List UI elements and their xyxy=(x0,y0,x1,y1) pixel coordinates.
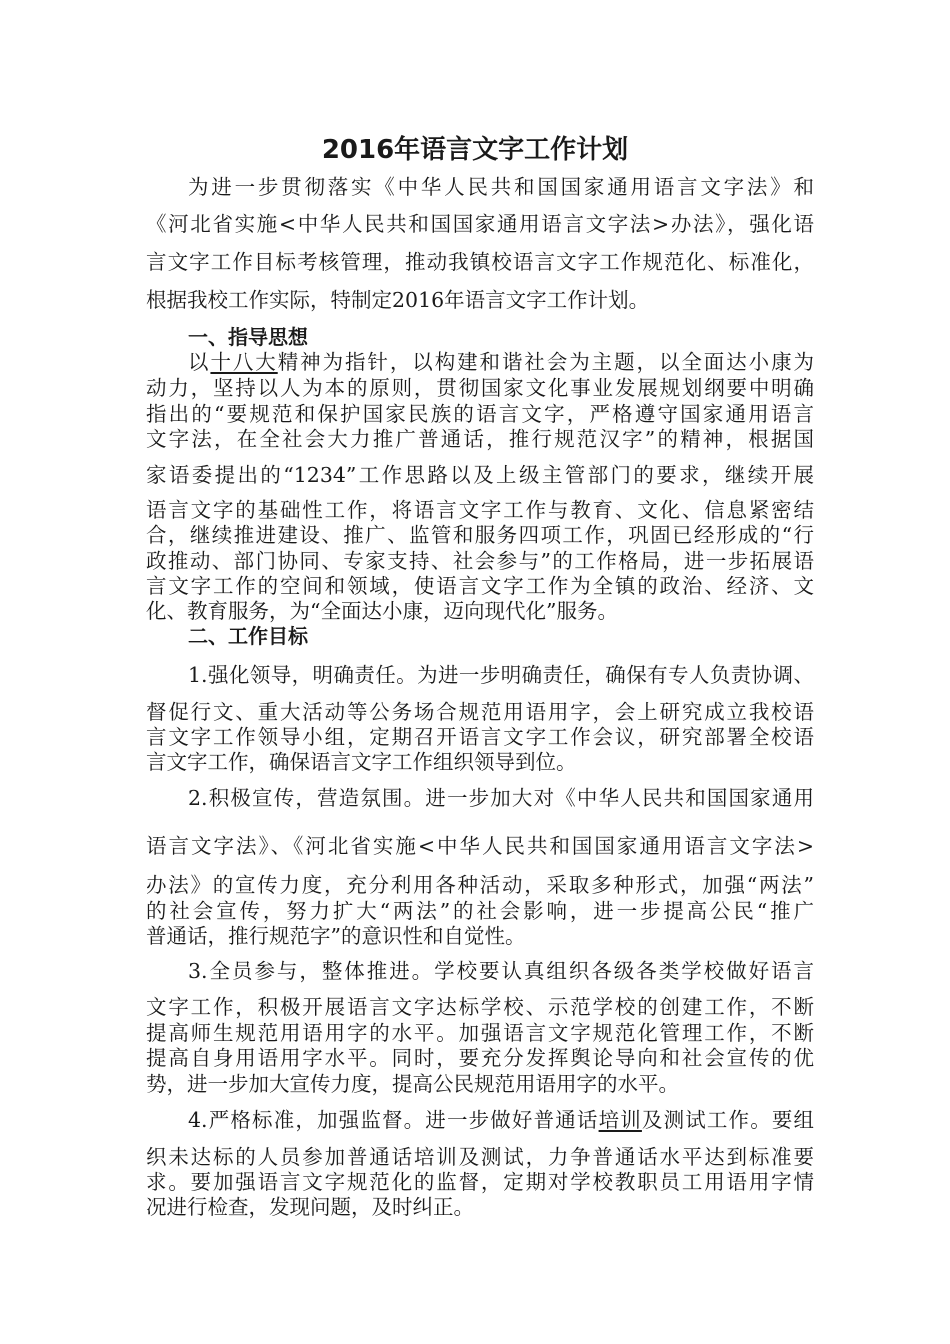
section-heading: 二、工作目标 xyxy=(188,624,308,648)
text-span: 及测试工作。要组 xyxy=(641,1108,815,1132)
paragraph-line: 办法》的宣传力度，充分利用各种活动，采取多种形式，加强“两法” xyxy=(146,873,814,897)
paragraph-line: 合，继续推进建设、推广、监管和服务四项工作，巩固已经形成的“行 xyxy=(146,523,814,547)
intro-line: 根据我校工作实际，特制定2016年语言文字工作计划。 xyxy=(146,288,650,312)
paragraph-line: 政推动、部门协同、专家支持、社会参与”的工作格局，进一步拓展语 xyxy=(146,549,814,573)
paragraph-line: 求。要加强语言文字规范化的监督，定期对学校教职员工用语用字情 xyxy=(146,1170,814,1194)
intro-line: 言文字工作目标考核管理，推动我镇校语言文字工作规范化、标准化， xyxy=(146,250,814,274)
paragraph-line: 况进行检查，发现问题，及时纠正。 xyxy=(146,1195,474,1219)
paragraph-line: 言文字工作，确保语言文字工作组织领导到位。 xyxy=(146,750,577,774)
paragraph-line: 督促行文、重大活动等公务场合规范用语用字，会上研究成立我校语 xyxy=(146,700,814,724)
paragraph-line: 普通话，推行规范字”的意识性和自觉性。 xyxy=(146,924,526,948)
text-span: 4.严格标准，加强监督。进一步做好普通话 xyxy=(188,1108,599,1132)
paragraph-line: 的社会宣传，努力扩大“两法”的社会影响，进一步提高公民“推广 xyxy=(146,899,814,923)
paragraph-line: 3.全员参与，整体推进。学校要认真组织各级各类学校做好语言 xyxy=(188,959,814,983)
paragraph-line: 1.强化领导，明确责任。为进一步明确责任，确保有专人负责协调、 xyxy=(188,663,814,687)
paragraph-line: 动力，坚持以人为本的原则，贯彻国家文化事业发展规划纲要中明确 xyxy=(146,376,814,400)
paragraph-line: 提高师生规范用语用字的水平。加强语言文字规范化管理工作，不断 xyxy=(146,1021,814,1045)
text-span: 以 xyxy=(188,350,211,374)
paragraph-line: 2.积极宣传，营造氛围。进一步加大对《中华人民共和国国家通用 xyxy=(188,786,814,810)
paragraph-line xyxy=(188,349,814,375)
paragraph-line: 文字法，在全社会大力推广普通话，推行规范汉字”的精神，根据国 xyxy=(146,427,814,451)
paragraph-line: 语言文字法》、《河北省实施<中华人民共和国国家通用语言文字法> xyxy=(146,834,814,858)
paragraph-line: 势，进一步加大宣传力度，提高公民规范用语用字的水平。 xyxy=(146,1072,679,1096)
paragraph-line: 家语委提出的“1234”工作思路以及上级主管部门的要求，继续开展 xyxy=(146,463,814,487)
text-span: 精神为指针，以构建和谐社会为主题，以全面达小康为 xyxy=(277,350,815,374)
paragraph-line: 言文字工作领导小组，定期召开语言文字工作会议，研究部署全校语 xyxy=(146,725,814,749)
paragraph-line: 提高自身用语用字水平。同时，要充分发挥舆论导向和社会宣传的优 xyxy=(146,1046,814,1070)
paragraph-line xyxy=(188,1107,814,1133)
paragraph-line: 言文字工作的空间和领域，使语言文字工作为全镇的政治、经济、文 xyxy=(146,574,814,598)
paragraph-line: 语言文字的基础性工作，将语言文字工作与教育、文化、信息紧密结 xyxy=(146,498,814,522)
paragraph-line: 文字工作，积极开展语言文字达标学校、示范学校的创建工作，不断 xyxy=(146,995,814,1019)
intro-line: 为进一步贯彻落实《中华人民共和国国家通用语言文字法》和 xyxy=(188,175,814,199)
section-heading: 一、指导思想 xyxy=(188,325,308,349)
paragraph-line: 化、教育服务，为“全面达小康，迈向现代化”服务。 xyxy=(146,599,618,623)
document-title: 2016年语言文字工作计划 xyxy=(321,135,629,165)
underlined-term: 十八大 xyxy=(210,350,278,374)
intro-line: 《河北省实施<中华人民共和国国家通用语言文字法>办法》，强化语 xyxy=(146,212,814,236)
paragraph-line: 指出的“要规范和保护国家民族的语言文字，严格遵守国家通用语言 xyxy=(146,402,814,426)
paragraph-line: 织未达标的人员参加普通话培训及测试，力争普通话水平达到标准要 xyxy=(146,1145,814,1169)
underlined-term: 培训 xyxy=(598,1108,642,1132)
